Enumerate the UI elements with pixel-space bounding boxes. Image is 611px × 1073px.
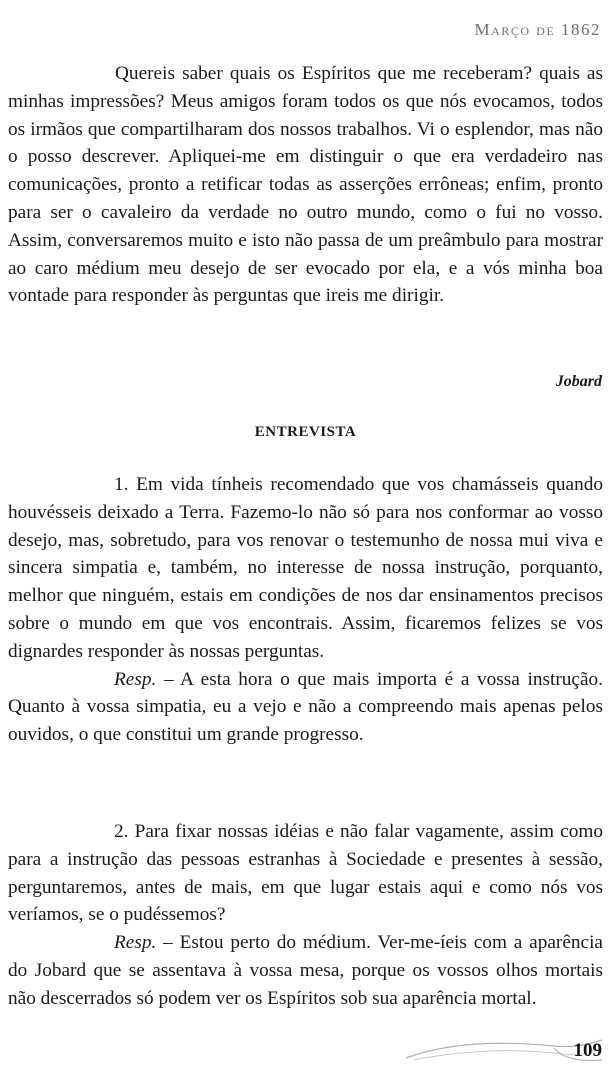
answer-2 bbox=[8, 929, 603, 1012]
answer-1 bbox=[8, 666, 603, 749]
signature: Jobard bbox=[555, 373, 602, 390]
intro-paragraph: Quereis saber quais os Espíritos que me receberam? quais as minhas impressões? Meus amigos foram todos os que nós evocamos, todos os irmãos que compartilharam dos nossos trabalhos. Vi o esplendor, mas não o posso descrever. Apliquei-me em distinguir o que era verdadeiro nas comunicações, pronto a retificar todas as asserções errôneas; enfim, pronto para ser o cavaleiro da verdade no outro mundo, como o fui no vosso. Assim, conversaremos muito e isto não passa de um preâmbulo para mostrar ao caro médium meu desejo de ser evocado por ela, e a vós minha boa vontade para responder às perguntas que ireis me dirigir. bbox=[8, 63, 603, 307]
page-number: 109 bbox=[573, 1040, 602, 1061]
resp-label-2: Resp. bbox=[114, 932, 157, 954]
answer-2-text: – Estou perto do médium. Ver-me-íeis com a aparência do Jobard que se assentava à vossa mesa, porque os vossos olhos mortais não descerrados só podem ver os Espíritos sob sua aparência mortal. bbox=[8, 932, 603, 1009]
qa-block-2 bbox=[8, 818, 603, 1013]
answer-1-text: – A esta hora o que mais importa é a vossa instrução. Quanto à vossa simpatia, eu a vejo e não a compreendo mais apenas pelos ouvidos, o que constitui um grande progresso. bbox=[8, 668, 603, 746]
question-1: 1. Em vida tínheis recomendado que vos chamásseis quando houvésseis deixado a Terra. Fazemo-lo não só para nos conformar ao vosso desejo, mas, sobretudo, para vos renovar o testemunho de nossa mui viva e sincera simpatia e, também, no interesse de nossa instrução, porquanto, melhor que ninguém, estais em condições de nos dar ensinamentos precisos sobre o mundo em que vos encontrais. Assim, ficaremos felizes se vos dignardes responder às nossas perguntas. bbox=[8, 474, 603, 662]
section-title: ENTREVISTA bbox=[254, 424, 357, 440]
intro-paragraph-block bbox=[8, 60, 603, 310]
resp-label-1: Resp. bbox=[114, 668, 157, 690]
question-2: 2. Para fixar nossas idéias e não falar vagamente, assim como para a instrução das pessoas estranhas à Sociedade e presentes à sessão, perguntaremos, antes de mais, em que lugar estais aqui e como nós vos veríamos, se o pudéssemos? bbox=[8, 821, 603, 926]
running-head: Março de 1862 bbox=[474, 20, 601, 39]
qa-block-1 bbox=[8, 471, 603, 749]
